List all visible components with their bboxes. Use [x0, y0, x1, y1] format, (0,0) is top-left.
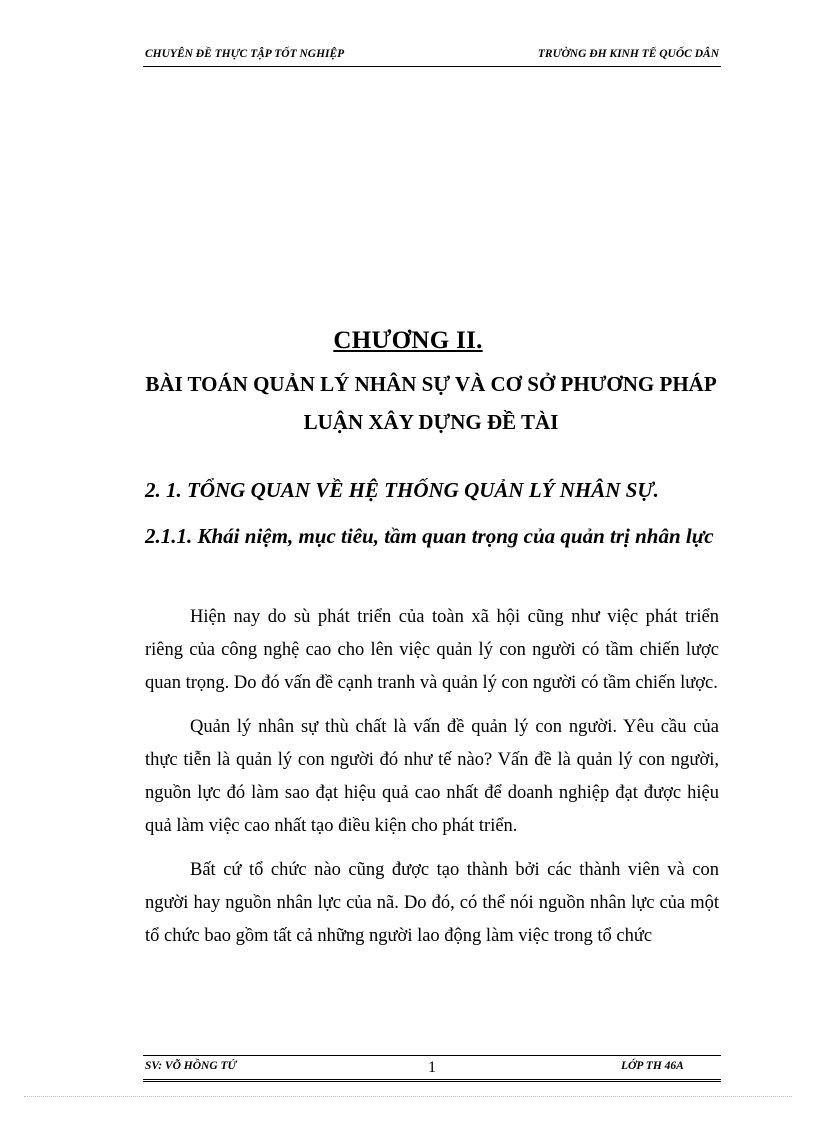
section-heading: 2. 1. TỔNG QUAN VỀ HỆ THỐNG QUẢN LÝ NHÂN SỰ. — [145, 478, 659, 502]
paragraph-3: Bất cứ tổ chức nào cũng được tạo thành bởi các thành viên và con người hay nguồn nhân lực của nã. Do đó, có thể nói nguồn nhân lực của một tổ chức bao gồm tất cả những người lao động làm việc trong tổ chức — [145, 860, 719, 946]
footer-double-rule — [143, 1079, 721, 1082]
chapter-title: CHƯƠNG II. — [333, 327, 483, 354]
body-text — [145, 601, 719, 964]
header-right-text: TRƯỜNG ĐH KINH TẾ QUỐC DÂN — [537, 48, 719, 60]
page-bottom-divider — [24, 1096, 792, 1097]
subsection-heading: 2.1.1. Khái niệm, mục tiêu, tầm quan trọng của quản trị nhân lực — [145, 524, 714, 548]
paragraph-1: Hiện nay do sù phát triển của toàn xã hội cũng như việc phát triển riêng của công nghệ cao cho lên việc quản lý con người có tầm chiến lược quan trọng. Do đó vấn đề cạnh tranh và quản lý con người có tầm chiến lược. — [145, 607, 719, 693]
footer-student-name: SV: VÕ HỒNG TỨ — [145, 1060, 237, 1072]
page-header — [143, 48, 721, 67]
page-footer — [143, 1055, 721, 1080]
header-left-text: CHUYÊN ĐỀ THỰC TẬP TỐT NGHIỆP — [145, 48, 345, 60]
page-number: 1 — [428, 1059, 436, 1076]
paragraph-2: Quản lý nhân sự thù chất là vấn đề quản lý con người. Yêu cầu của thực tiễn là quản lý con người đó như tế nào? Vấn đề là quản lý con người, nguồn lực đó làm sao đạt hiệu quả cao nhất để doanh nghiệp đạt được hiệu quả làm việc cao nhất tạo điều kiện cho phát triển. — [145, 717, 719, 836]
footer-class-name: LỚP TH 46A — [621, 1060, 684, 1072]
chapter-subtitle: BÀI TOÁN QUẢN LÝ NHÂN SỰ VÀ CƠ SỞ PHƯƠNG PHÁP LUẬN XÂY DỰNG ĐỀ TÀI — [145, 372, 717, 434]
